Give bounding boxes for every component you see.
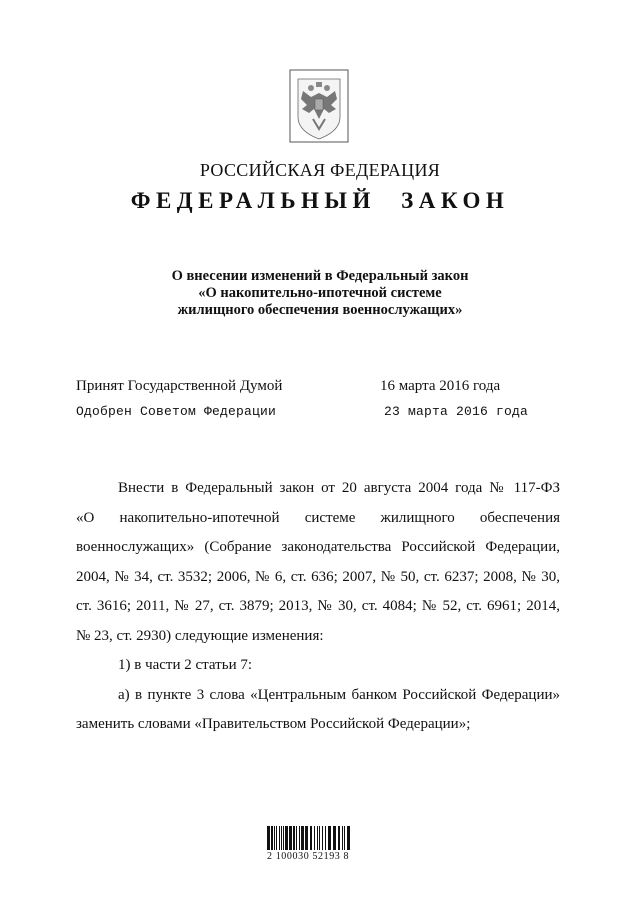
- barcode-bar: [301, 826, 304, 850]
- barcode-bar: [305, 826, 308, 850]
- barcode-bar: [267, 826, 270, 850]
- amendment-subitem-line: а) в пункте 3 слова «Центральным банком Российской Федерации»: [118, 686, 560, 703]
- adoption-block: [76, 378, 576, 430]
- barcode-bar: [317, 826, 318, 850]
- amendment-subitem-line: заменить словами «Правительством Российской Федерации»;: [76, 716, 471, 732]
- document-type-title: ФЕДЕРАЛЬНЫЙ ЗАКОН: [130, 188, 510, 213]
- barcode-bar: [325, 826, 326, 850]
- subject-line: «О накопительно-ипотечной системе: [198, 285, 442, 301]
- duma-adoption-label: Принят Государственной Думой: [76, 378, 283, 394]
- barcode-bar: [281, 826, 282, 850]
- body-paragraph-line: № 23, ст. 2930) следующие изменения:: [76, 627, 324, 644]
- barcode-bar: [293, 826, 295, 850]
- barcode-bar: [338, 826, 340, 850]
- barcode-bar: [333, 826, 336, 850]
- barcode-bars: [265, 820, 355, 852]
- barcode-bar: [310, 826, 312, 850]
- council-approval-date: 23 марта 2016 года: [384, 404, 529, 419]
- barcode-bar: [271, 826, 273, 850]
- barcode-bar: [289, 826, 292, 850]
- duma-adoption-row: [76, 378, 576, 404]
- barcode-bar: [347, 826, 350, 850]
- barcode-bar: [279, 826, 280, 850]
- barcode-bar: [276, 826, 277, 850]
- body-paragraph-line: военнослужащих» (Собрание законодательства Российской Федерации,: [76, 539, 560, 555]
- body-paragraph-line: ст. 3616; 2011, № 27, ст. 3879; 2013, № 30, ст. 4084; № 52, ст. 6961; 2014,: [76, 598, 560, 614]
- barcode-bar: [296, 826, 297, 850]
- barcode-bar: [319, 826, 320, 850]
- amendment-item: 1) в части 2 статьи 7:: [118, 657, 253, 673]
- barcode-bar: [299, 826, 300, 850]
- council-approval-label: Одобрен Советом Федерации: [76, 404, 277, 419]
- document-barcode: [265, 820, 365, 862]
- law-subject-title: [0, 268, 640, 319]
- subject-line: жилищного обеспечения военнослужащих»: [177, 302, 463, 318]
- body-paragraph-line: Внести в Федеральный закон от 20 августа 2004 года № 117-ФЗ: [118, 480, 560, 496]
- barcode-bar: [274, 826, 275, 850]
- barcode-bar: [344, 826, 345, 850]
- barcode-number: 2 100030 52193 8: [267, 851, 350, 862]
- barcode-bar: [342, 826, 343, 850]
- barcode-bar: [322, 826, 323, 850]
- barcode-bar: [328, 826, 331, 850]
- duma-adoption-date: 16 марта 2016 года: [380, 378, 501, 394]
- council-approval-row: [76, 404, 576, 430]
- body-paragraph-line: 2004, № 34, ст. 3532; 2006, № 6, ст. 636; 2007, № 50, ст. 6237; 2008, № 30,: [76, 568, 560, 585]
- country-name: РОССИЙСКАЯ ФЕДЕРАЦИЯ: [199, 160, 441, 180]
- barcode-bar: [283, 826, 284, 850]
- barcode-bar: [314, 826, 315, 850]
- subject-line: О внесении изменений в Федеральный закон: [171, 268, 469, 284]
- barcode-bar: [285, 826, 288, 850]
- law-body: [76, 474, 560, 740]
- body-paragraph-line: «О накопительно-ипотечной системе жилищного обеспечения: [76, 509, 560, 526]
- coat-of-arms-emblem: [289, 69, 349, 143]
